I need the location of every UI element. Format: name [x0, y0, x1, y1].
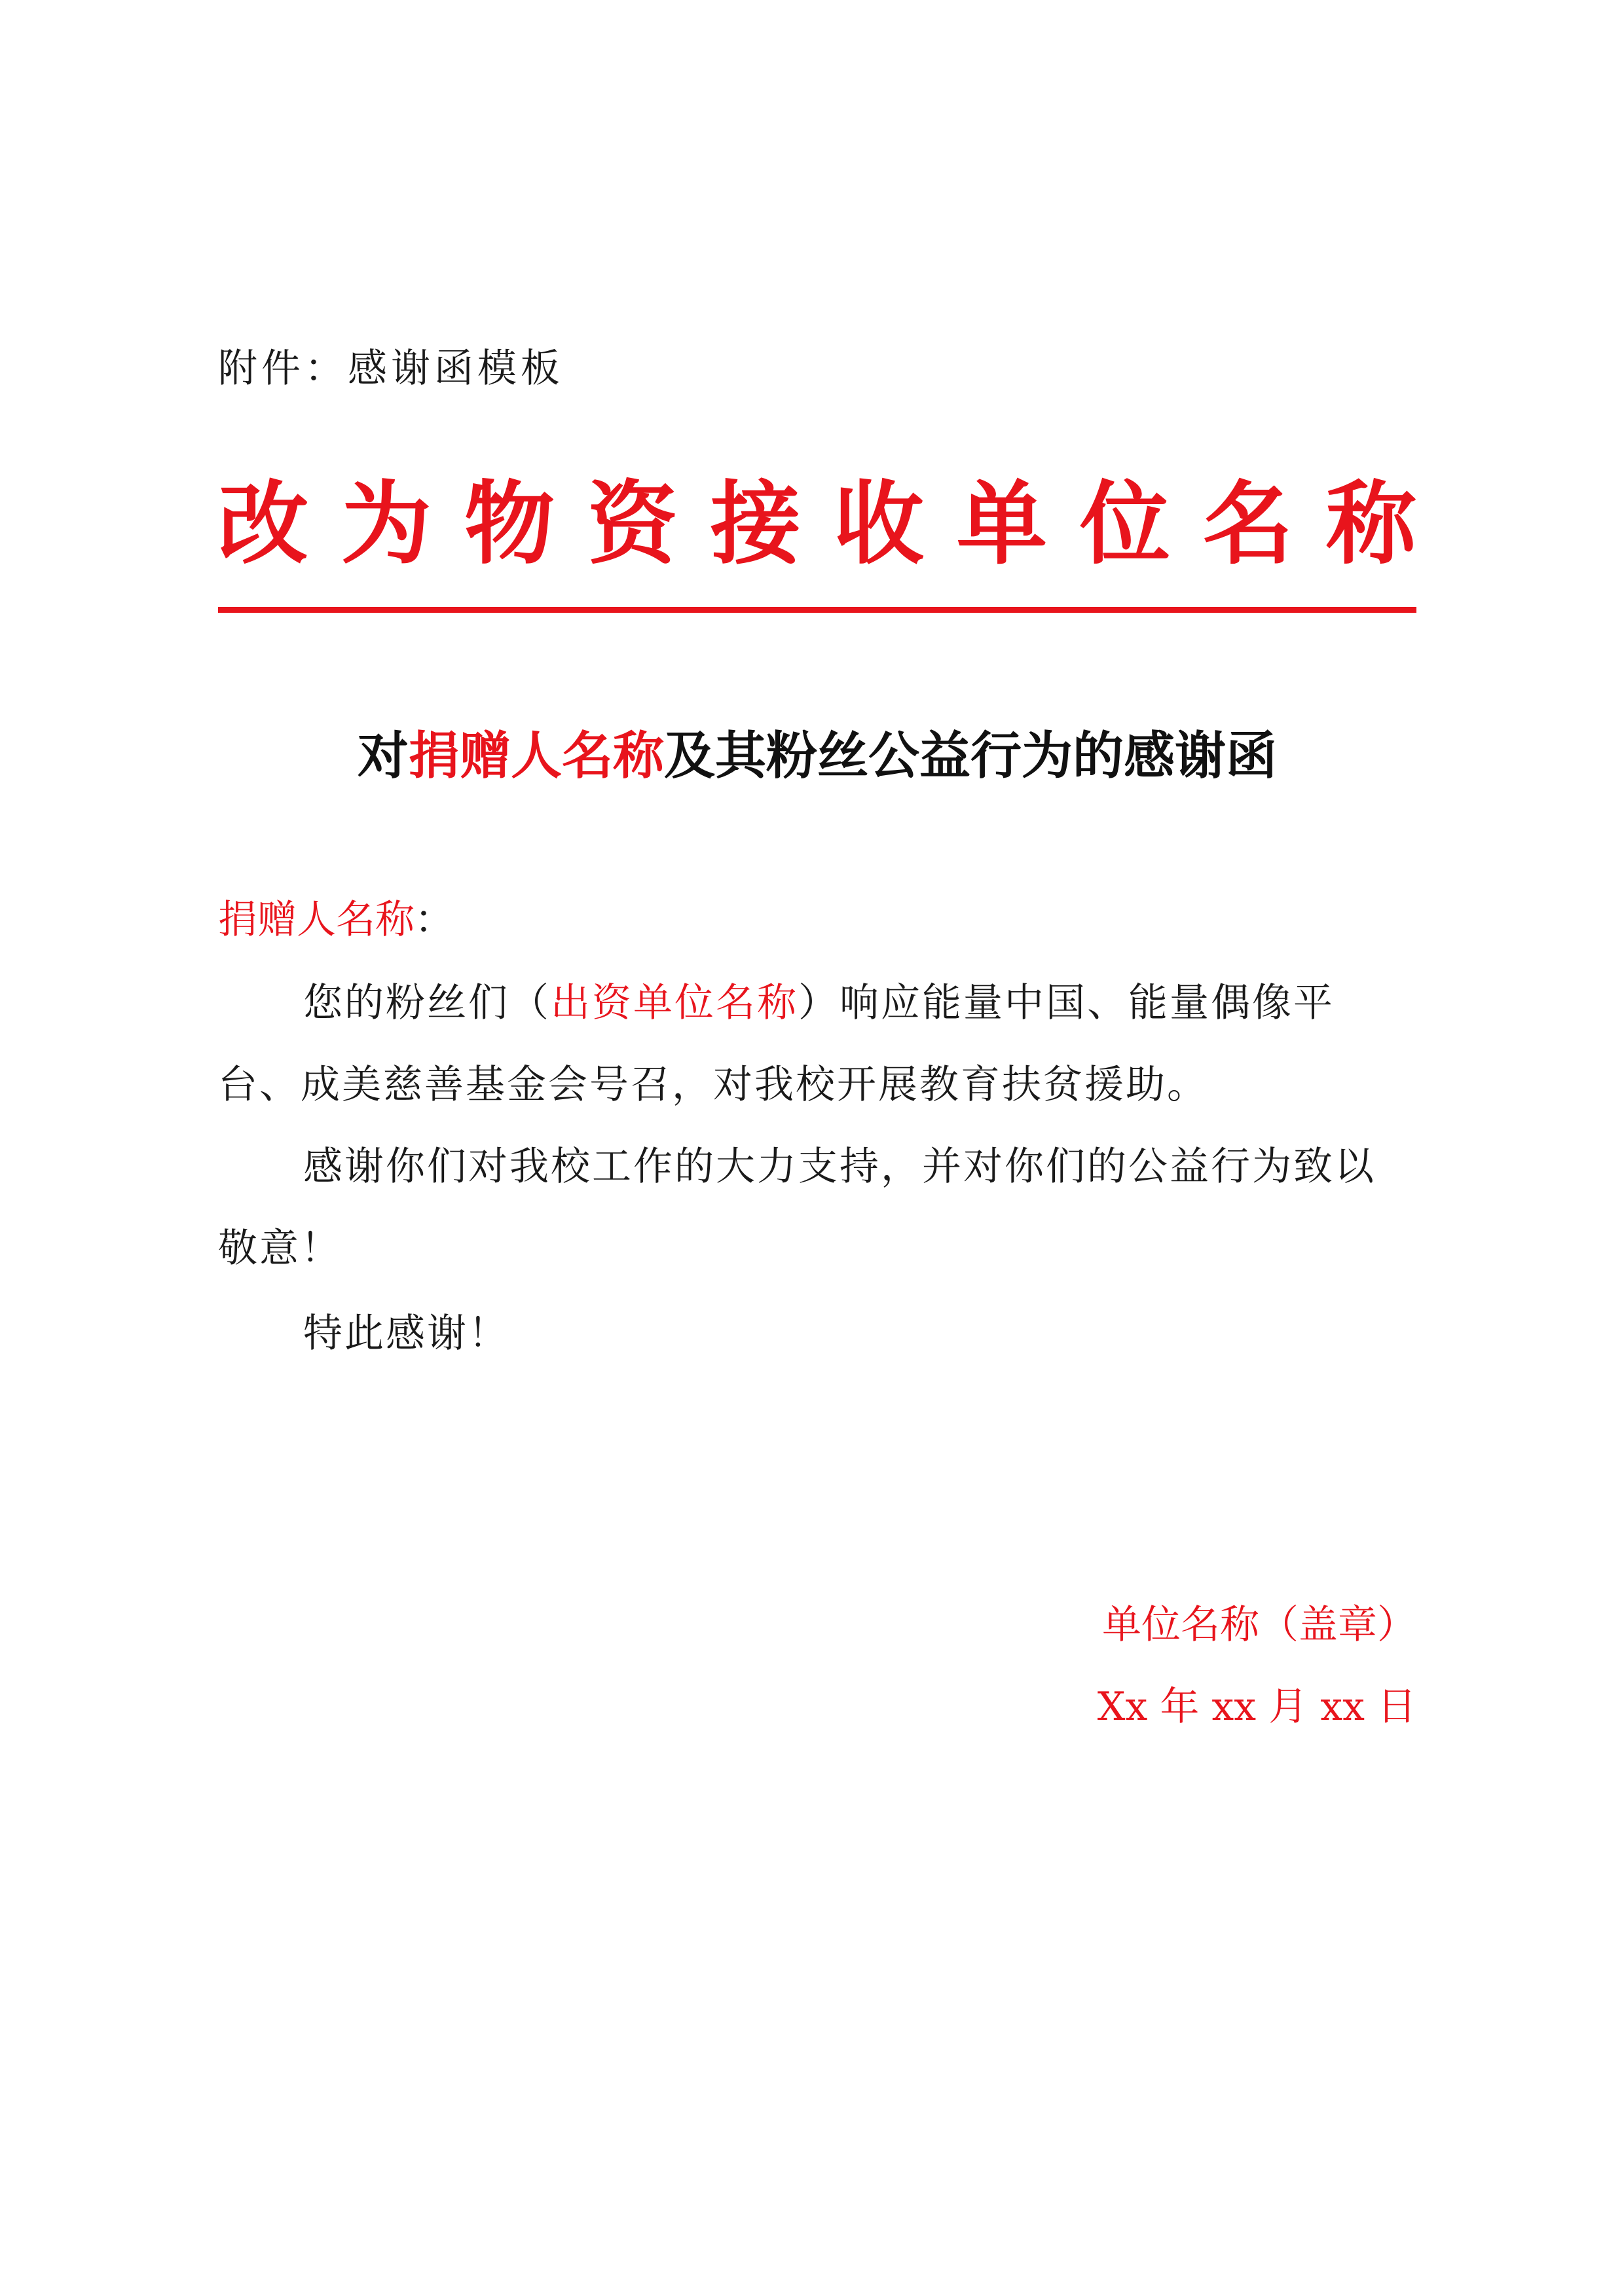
header-divider [218, 607, 1416, 613]
paragraph-1-funder: 出资单位名称 [551, 980, 798, 1026]
header-title [218, 468, 1416, 579]
letter-title [218, 720, 1416, 792]
salutation-name: 捐赠人名称 [218, 897, 415, 943]
letter-title-suffix: 及其粉丝公益行为的感谢函 [664, 727, 1278, 786]
header-title-char: 位 [1079, 470, 1170, 577]
header-title-char: 为 [341, 470, 432, 577]
header-title-char: 接 [710, 470, 801, 577]
header-title-char: 收 [833, 470, 924, 577]
signature-block [950, 1584, 1416, 1748]
signature-date: Xx 年 xx 月 xx 日 [1097, 1684, 1416, 1730]
letter-title-prefix: 对 [357, 727, 409, 786]
header-title-char: 改 [218, 470, 309, 577]
header-title-char: 资 [587, 470, 678, 577]
header-title-char: 单 [956, 470, 1047, 577]
attachment-label: 附件：感谢函模板 [218, 346, 564, 392]
paragraph-2: 感谢你们对我校工作的大力支持，并对你们的公益行为致以敬意！ [218, 1144, 1376, 1271]
salutation-colon: ： [415, 897, 454, 943]
paragraph-1-after: ）响应能量中国、能量偶像平台、成美慈善基金会号召，对我校开展教育扶贫援助。 [218, 980, 1335, 1108]
paragraph-1 [218, 962, 1416, 1126]
signature-unit: 单位名称（盖章） [1102, 1602, 1416, 1648]
paragraph-1-before: 您的粉丝们（ [303, 980, 551, 1026]
letter-title-donor: 捐赠人名称 [408, 727, 664, 786]
header-title-char: 名 [1202, 470, 1293, 577]
paragraph-3: 特此感谢！ [303, 1311, 509, 1357]
header-title-char: 物 [464, 470, 555, 577]
salutation [218, 890, 454, 949]
header-title-char: 称 [1325, 470, 1416, 577]
